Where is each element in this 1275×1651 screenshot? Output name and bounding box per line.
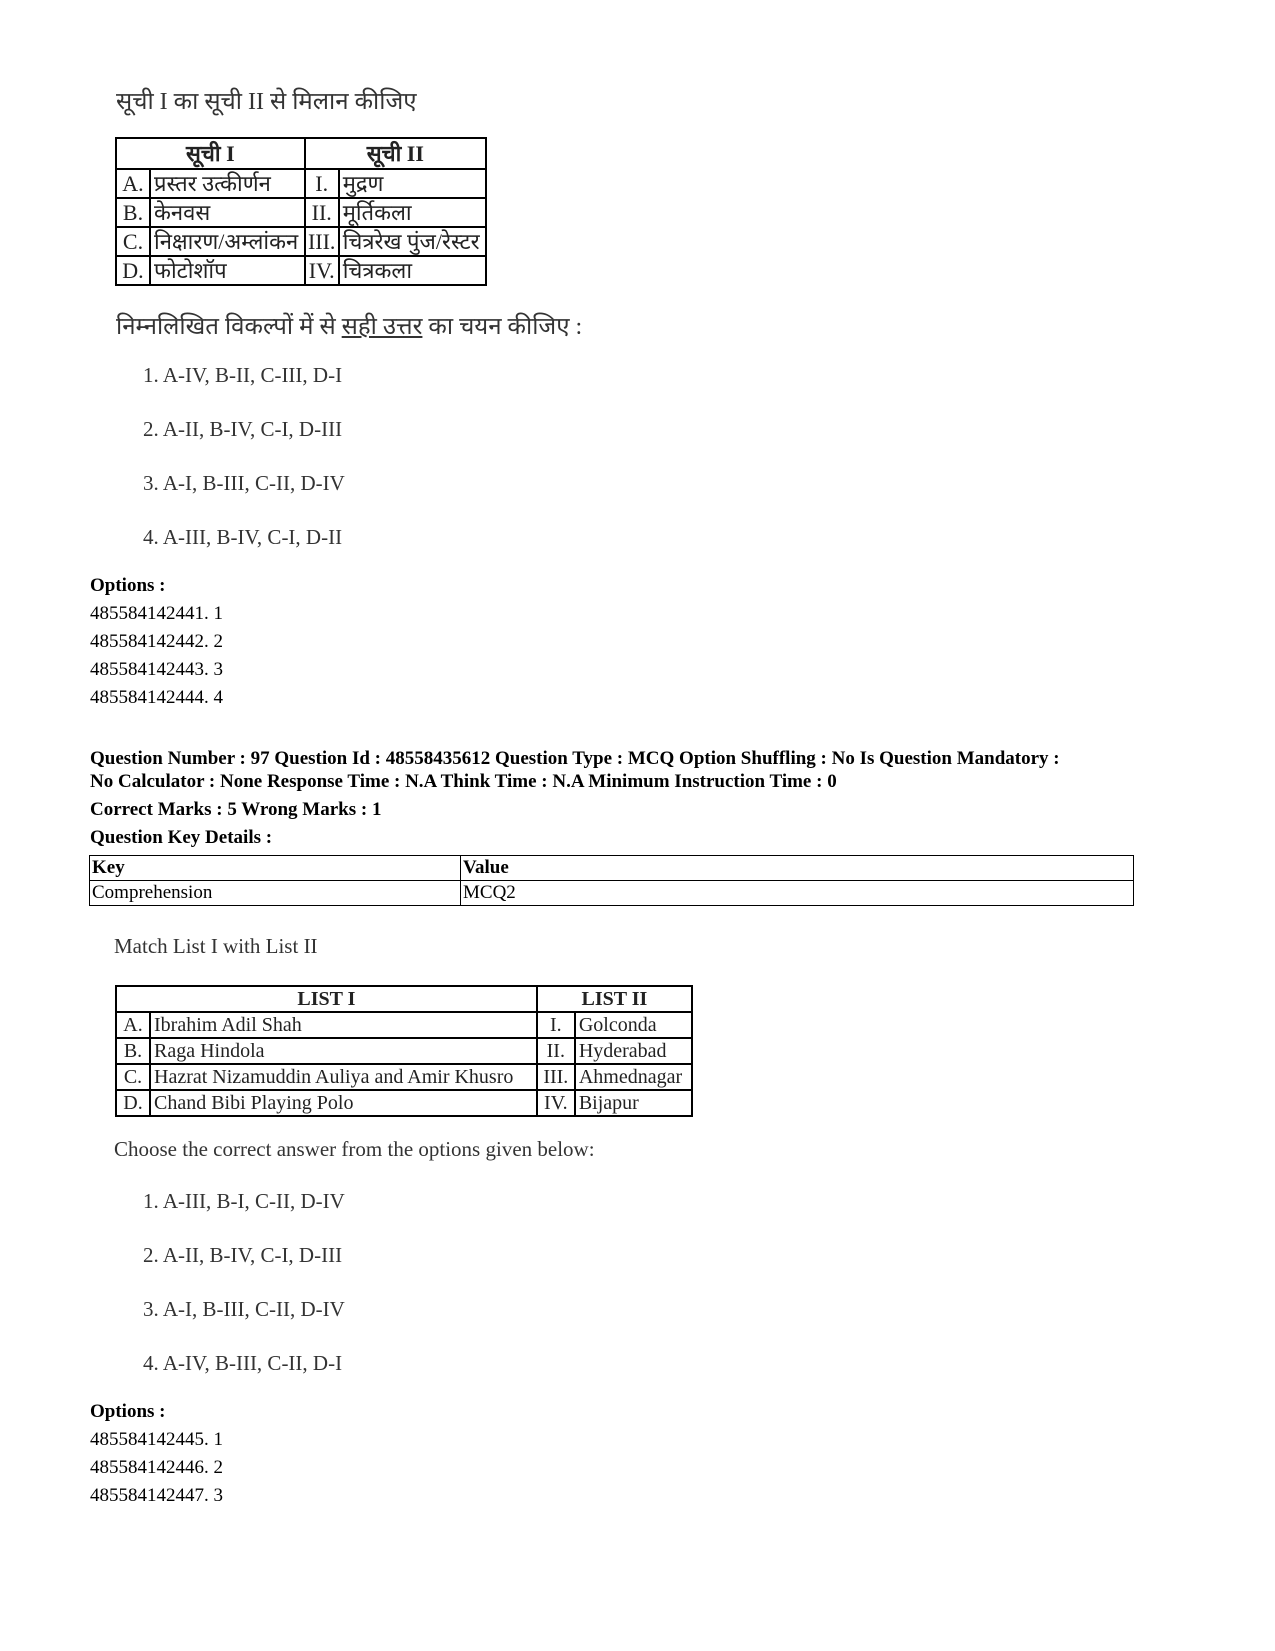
table-row <box>116 169 486 198</box>
list1-item: प्रस्तर उत्कीर्णन <box>150 169 305 198</box>
q2-options-block <box>90 1398 223 1510</box>
q1-match-table <box>115 137 487 286</box>
option-item: 485584142447. 3 <box>90 1485 223 1506</box>
list1-marker: C. <box>116 227 150 256</box>
list2-marker: I. <box>537 1012 575 1038</box>
table-row <box>116 1064 692 1090</box>
q2-match-table <box>115 985 693 1117</box>
list2-header: LIST II <box>537 986 692 1012</box>
q2-intro: Match List I with List II <box>114 934 318 958</box>
option-item: 485584142443. 3 <box>90 659 223 680</box>
answer-choice: 3. A-I, B-III, C-II, D-IV <box>143 471 345 495</box>
key-header: Key <box>90 856 461 881</box>
question-meta-line: Question Number : 97 Question Id : 48558435612 Question Type : MCQ Option Shuffling : No Is Question Mandatory : <box>90 748 1060 769</box>
table-row <box>116 198 486 227</box>
q2-answer-list <box>143 1189 345 1405</box>
q1-options-block <box>90 572 223 712</box>
table-row <box>116 1038 692 1064</box>
list2-item: Ahmednagar <box>575 1064 692 1090</box>
list2-marker: III. <box>305 227 339 256</box>
list1-header: सूची I <box>116 138 305 169</box>
list2-marker: II. <box>537 1038 575 1064</box>
table-row <box>90 881 1134 906</box>
answer-choice: 2. A-II, B-IV, C-I, D-III <box>143 417 343 441</box>
list2-marker: I. <box>305 169 339 198</box>
list2-item: Bijapur <box>575 1090 692 1116</box>
answer-choice: 4. A-IV, B-III, C-II, D-I <box>143 1351 343 1375</box>
option-item: 485584142444. 4 <box>90 687 223 708</box>
table-row <box>116 1012 692 1038</box>
list1-item: Raga Hindola <box>150 1038 537 1064</box>
answer-choice: 1. A-IV, B-II, C-III, D-I <box>143 363 343 387</box>
list1-item: Hazrat Nizamuddin Auliya and Amir Khusro <box>150 1064 537 1090</box>
list1-marker: A. <box>116 1012 150 1038</box>
list2-item: Golconda <box>575 1012 692 1038</box>
q2-key-details-label: Question Key Details : <box>90 827 273 848</box>
list1-item: Ibrahim Adil Shah <box>150 1012 537 1038</box>
answer-choice: 1. A-III, B-I, C-II, D-IV <box>143 1189 345 1213</box>
list1-marker: B. <box>116 198 150 227</box>
list1-item: Chand Bibi Playing Polo <box>150 1090 537 1116</box>
q1-intro: सूची I का सूची II से मिलान कीजिए <box>116 89 417 115</box>
key-cell: Comprehension <box>90 881 461 906</box>
q2-choose-instruction: Choose the correct answer from the options given below: <box>114 1137 595 1161</box>
list1-item: फोटोशॉप <box>150 256 305 285</box>
key-table-header-row <box>90 856 1134 881</box>
list1-marker: C. <box>116 1064 150 1090</box>
table-row <box>116 1090 692 1116</box>
q1-answer-list <box>143 363 345 579</box>
list2-header: सूची II <box>305 138 486 169</box>
option-item: 485584142446. 2 <box>90 1457 223 1478</box>
q2-meta <box>90 747 1210 793</box>
list2-marker: IV. <box>537 1090 575 1116</box>
answer-choice: 3. A-I, B-III, C-II, D-IV <box>143 1297 345 1321</box>
options-label: Options : <box>90 575 166 596</box>
q2-marks: Correct Marks : 5 Wrong Marks : 1 <box>90 799 382 820</box>
list1-item: केनवस <box>150 198 305 227</box>
list1-header: LIST I <box>116 986 537 1012</box>
list2-marker: IV. <box>305 256 339 285</box>
value-cell: MCQ2 <box>461 881 1134 906</box>
question-meta-line: No Calculator : None Response Time : N.A Think Time : N.A Minimum Instruction Time : 0 <box>90 771 837 792</box>
table-header-row <box>116 986 692 1012</box>
list1-item: निक्षारण/अम्लांकन <box>150 227 305 256</box>
list1-marker: B. <box>116 1038 150 1064</box>
options-label: Options : <box>90 1401 166 1422</box>
list1-marker: D. <box>116 1090 150 1116</box>
table-row <box>116 227 486 256</box>
choose-suffix: का चयन कीजिए : <box>422 314 583 340</box>
list2-item: चित्ररेख पुंज/रेस्टर <box>339 227 486 256</box>
answer-choice: 4. A-III, B-IV, C-I, D-II <box>143 525 343 549</box>
table-row <box>116 256 486 285</box>
option-item: 485584142442. 2 <box>90 631 223 652</box>
choose-underlined: सही उत्तर <box>341 314 423 340</box>
option-item: 485584142441. 1 <box>90 603 223 624</box>
q1-choose-instruction <box>116 309 582 342</box>
table-header-row <box>116 138 486 169</box>
choose-prefix: निम्नलिखित विकल्पों में से <box>116 314 342 340</box>
list2-item: चित्रकला <box>339 256 486 285</box>
list2-marker: II. <box>305 198 339 227</box>
list2-marker: III. <box>537 1064 575 1090</box>
list1-marker: A. <box>116 169 150 198</box>
list2-item: Hyderabad <box>575 1038 692 1064</box>
answer-choice: 2. A-II, B-IV, C-I, D-III <box>143 1243 343 1267</box>
value-header: Value <box>461 856 1134 881</box>
question-key-table <box>89 855 1134 906</box>
option-item: 485584142445. 1 <box>90 1429 223 1450</box>
list1-marker: D. <box>116 256 150 285</box>
list2-item: मुद्रण <box>339 169 486 198</box>
list2-item: मूर्तिकला <box>339 198 486 227</box>
